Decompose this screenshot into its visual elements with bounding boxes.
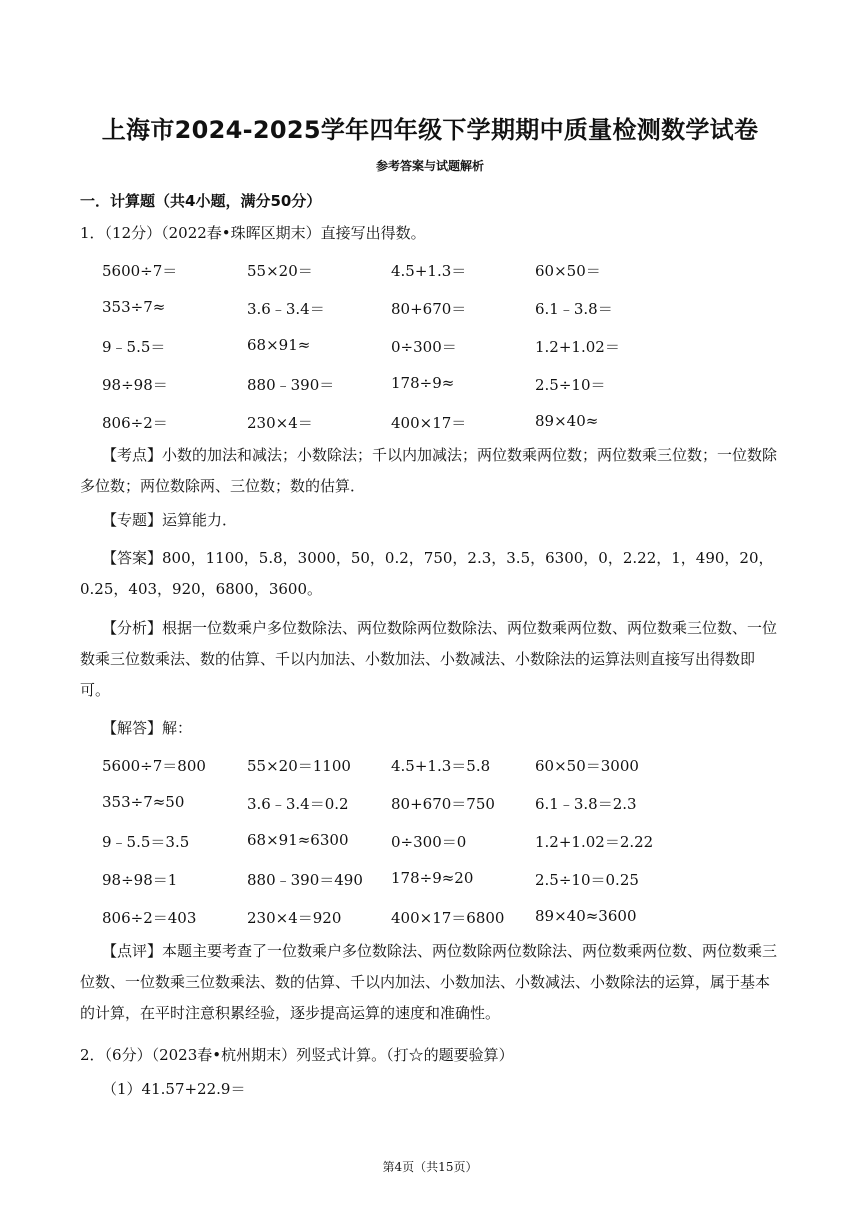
question-2-stem: 2．（6分）（2023春•杭州期末）列竖式计算。（打☆的题要验算） — [80, 1046, 514, 1064]
solution-cell: 98÷98＝1 — [102, 871, 178, 889]
solution-cell: 178÷9≈20 — [391, 869, 474, 887]
solution-cell: 880﹣390＝490 — [247, 871, 363, 889]
document-subtitle: 参考答案与试题解析 — [375, 159, 484, 173]
problem-cell: 6.1﹣3.8＝ — [535, 300, 613, 318]
problem-cell: 89×40≈ — [535, 412, 599, 430]
question-2-part-1: （1）41.57+22.9＝ — [102, 1080, 246, 1098]
solution-cell: 9﹣5.5＝3.5 — [102, 833, 190, 851]
solution-cell: 806÷2＝403 — [102, 909, 197, 927]
solution-cell: 3.6﹣3.4＝0.2 — [247, 795, 349, 813]
problem-cell: 230×4＝ — [247, 414, 313, 432]
solution-cell: 0÷300＝0 — [391, 833, 467, 851]
solution-cell: 89×40≈3600 — [535, 907, 637, 925]
solution-cell: 6.1﹣3.8＝2.3 — [535, 795, 637, 813]
problem-cell: 353÷7≈ — [102, 298, 166, 316]
answer-paragraph: 【答案】800，1100，5.8，3000，50，0.2，750，2.3，3.5，6300，0，2.22，1，490，20，0.25，403，920，6800，3600。 — [80, 549, 774, 598]
solution-cell: 5600÷7＝800 — [102, 757, 206, 775]
problem-cell: 2.5÷10＝ — [535, 376, 606, 394]
solution-cell: 4.5+1.3＝5.8 — [391, 757, 491, 775]
problem-cell: 880﹣390＝ — [247, 376, 335, 394]
solution-cell: 1.2+1.02＝2.22 — [535, 833, 654, 851]
solution-cell: 400×17＝6800 — [391, 909, 505, 927]
problem-cell: 1.2+1.02＝ — [535, 338, 620, 356]
question-1-stem: 1．（12分）（2022春•珠晖区期末）直接写出得数。 — [80, 224, 426, 242]
solution-cell: 55×20＝1100 — [247, 757, 351, 775]
comment-paragraph: 【点评】本题主要考查了一位数乘户多位数除法、两位数除两位数除法、两位数乘两位数、两位数乘三位数、一位数乘三位数乘法、数的估算、千以内加法、小数加法、小数减法、小数除法的运算，属于基本的计算，在平时注意积累经验，逐步提高运算的速度和准确性。 — [80, 942, 778, 1022]
problem-cell: 178÷9≈ — [391, 374, 455, 392]
problem-cell: 80+670＝ — [391, 300, 467, 318]
solution-cell: 2.5÷10＝0.25 — [535, 871, 639, 889]
problem-cell: 98÷98＝ — [102, 376, 168, 394]
zhuanti-paragraph: 【专题】运算能力． — [102, 511, 238, 529]
problem-cell: 68×91≈ — [247, 336, 311, 354]
solution-cell: 80+670＝750 — [391, 795, 495, 813]
problem-cell: 9﹣5.5＝ — [102, 338, 166, 356]
problem-cell: 60×50＝ — [535, 262, 601, 280]
solution-cell: 353÷7≈50 — [102, 793, 185, 811]
solution-label: 【解答】解： — [102, 719, 193, 737]
page-footer: 第4页（共15页） — [382, 1160, 478, 1174]
problem-cell: 806÷2＝ — [102, 414, 168, 432]
problem-cell: 4.5+1.3＝ — [391, 262, 467, 280]
problem-cell: 0÷300＝ — [391, 338, 457, 356]
section-heading: 一．计算题（共4小题，满分50分） — [80, 192, 322, 210]
problem-cell: 55×20＝ — [247, 262, 313, 280]
problem-cell: 400×17＝ — [391, 414, 467, 432]
kaodian-paragraph: 【考点】小数的加法和减法；小数除法；千以内加减法；两位数乘两位数；两位数乘三位数；一位数除多位数；两位数除两、三位数；数的估算． — [80, 446, 778, 495]
solution-cell: 68×91≈6300 — [247, 831, 349, 849]
problem-cell: 5600÷7＝ — [102, 262, 178, 280]
solution-cell: 230×4＝920 — [247, 909, 342, 927]
document-title: 上海市2024-2025学年四年级下学期期中质量检测数学试卷 — [101, 116, 759, 144]
analysis-paragraph: 【分析】根据一位数乘户多位数除法、两位数除两位数除法、两位数乘两位数、两位数乘三位数、一位数乘三位数乘法、数的估算、千以内加法、小数加法、小数减法、小数除法的运算法则直接写出得数即可。 — [80, 619, 778, 699]
problem-cell: 3.6﹣3.4＝ — [247, 300, 325, 318]
solution-cell: 60×50＝3000 — [535, 757, 639, 775]
